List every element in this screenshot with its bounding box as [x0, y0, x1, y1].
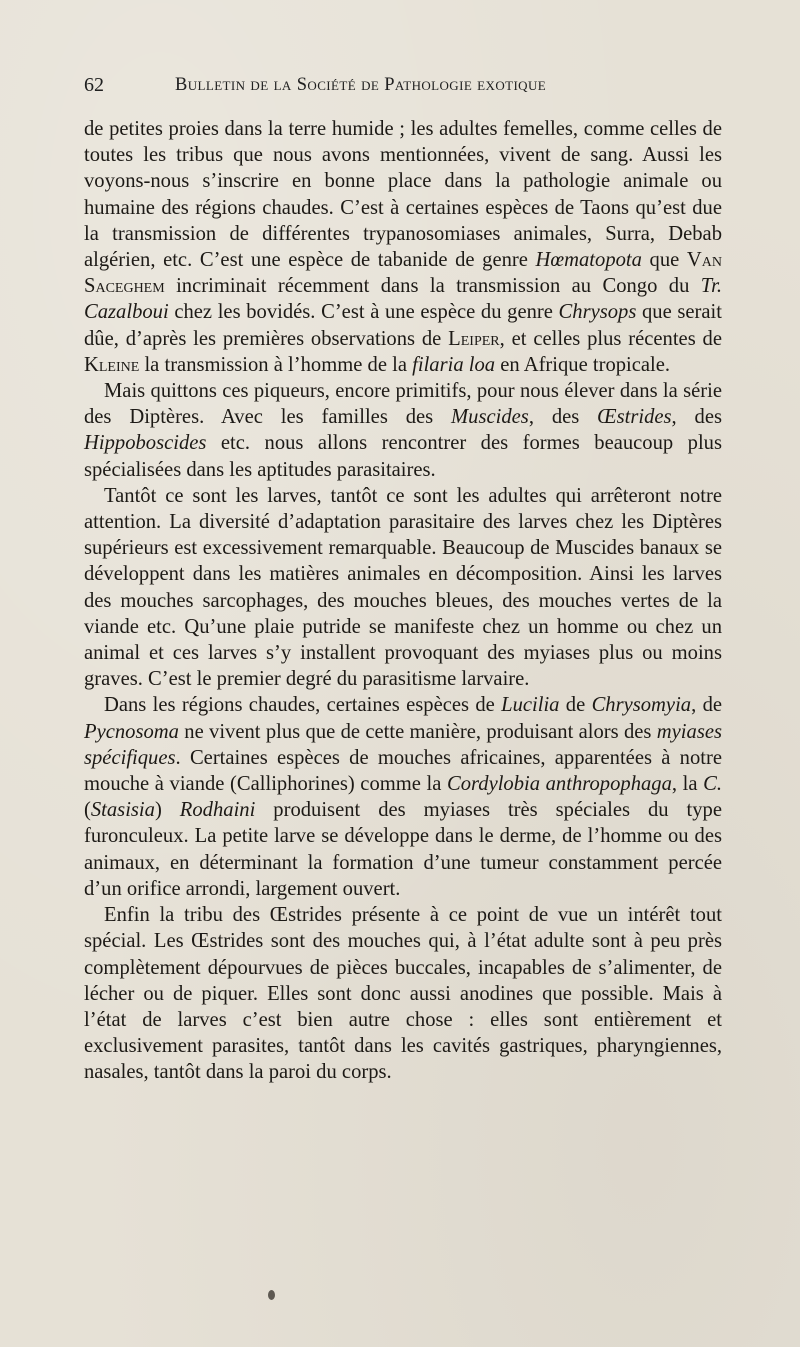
- text-segment: incriminait récemment dans la transmission au Congo du: [164, 275, 701, 298]
- italic-term: Lucilia: [501, 694, 560, 717]
- italic-term: C.: [703, 773, 722, 796]
- italic-term: Pycnosoma: [84, 720, 179, 743]
- author-name: Kleine: [84, 353, 140, 376]
- paragraph-2: [84, 378, 722, 483]
- italic-term: Cordylobia anthropophaga: [446, 773, 672, 796]
- paragraph-4: [84, 692, 722, 902]
- italic-term: Œstrides: [597, 406, 672, 429]
- paragraph-1: [84, 116, 722, 378]
- text-segment: ne vivent plus que de cette manière, produisant alors des: [178, 720, 657, 743]
- italic-term: Hippoboscides: [84, 432, 207, 455]
- text-segment: que: [641, 249, 687, 272]
- text-segment: de: [559, 694, 592, 717]
- text-segment: de petites proies dans la terre humide ; les adultes femelles, comme celles de toutes les tribus que nous avons mentionnées, vivent de sang. Aussi les voyons-nous s’inscrire en bonne place dans la pathologie animale ou humaine des régions chaudes. C’est à certaines espèces de Taons qu’est due la transmission de différentes trypanosomiases animales, Surra, Debab algérien, etc. C’est une espèce de tabanide de genre: [84, 118, 722, 272]
- author-name: Leiper: [448, 327, 500, 350]
- text-segment: Enfin la tribu des Œstrides présente à ce point de vue un intérêt tout spécial. Les Œstrides sont des mouches qui, à l’état adulte sont à peu près complètement dépourvues de pièces buccales, incapables de s’alimenter, de lécher ou de piquer. Elles sont donc aussi anodines que possible. Mais à l’état de larves c’est bien autre chose : elles sont entièrement et exclusivement parasites, tantôt dans les cavités gastriques, pharyngiennes, nasales, tantôt dans la paroi du corps.: [84, 904, 722, 1084]
- text-segment: , et celles plus récentes de: [499, 327, 722, 350]
- text-segment: , de: [691, 694, 723, 717]
- text-segment: . Certaines espèces de mouches africaines, apparentées à notre mouche à viande (Calliphorines) comme la: [84, 746, 722, 796]
- running-title: Bulletin de la Société de Pathologie exotique: [175, 74, 547, 95]
- text-segment: que serait dûe, d’après les premières observations de: [84, 301, 722, 350]
- page-number: 62: [84, 73, 104, 96]
- text-segment: Tantôt ce sont les larves, tantôt ce sont les adultes qui arrêteront notre attention. La diversité d’adaptation parasitaire des larves chez les Diptères supérieurs est excessivement remarquable. Beaucoup de Muscides banaux se développent dans les matières animales en décomposition. Ainsi les larves des mouches sarcophages, des mouches bleues, des mouches vertes de la viande etc. Qu’une plaie putride se manifeste chez un homme ou chez un animal et ces larves s’y installent provoquant des myiases plus ou moins graves. C’est le premier degré du parasitisme larvaire.: [84, 484, 722, 691]
- text-segment: (: [84, 799, 91, 822]
- text-segment: Mais quittons ces piqueurs, encore primitifs, pour nous élever dans la série des Diptères. Avec les familles des: [84, 380, 722, 429]
- italic-term: Stasisia: [90, 799, 155, 822]
- text-segment: , des: [528, 406, 598, 429]
- text-segment: Dans les régions chaudes, certaines espèces de: [104, 694, 502, 717]
- italic-term: myiases spécifiques: [84, 720, 722, 769]
- page-header: [84, 70, 720, 100]
- text-segment: , des: [671, 406, 722, 429]
- italic-term: Chrysops: [558, 301, 637, 324]
- italic-term: Tr. Cazalboui: [84, 275, 722, 324]
- paragraph-3: [84, 483, 722, 693]
- italic-term: Rodhaini: [179, 799, 256, 822]
- italic-term: Hœmatopota: [535, 249, 642, 272]
- text-segment: ): [154, 799, 180, 822]
- paragraph-5: [84, 902, 722, 1085]
- text-segment: chez les bovidés. C’est à une espèce du genre: [168, 301, 559, 324]
- body-text: [84, 116, 722, 1206]
- text-segment: produisent des myiases très spéciales du type furonculeux. La petite larve se développe dans le derme, de l’homme ou des animaux, en déterminant la formation d’une tumeur constamment percée d’un orifice arrondi, largement ouvert.: [84, 799, 722, 900]
- text-segment: , la: [671, 773, 704, 796]
- italic-term: filaria loa: [412, 353, 496, 376]
- text-segment: etc. nous allons rencontrer des formes beaucoup plus spécialisées dans les aptitudes parasitaires.: [84, 432, 722, 481]
- ink-speck: [268, 1290, 275, 1300]
- text-segment: la transmission à l’homme de la: [139, 353, 413, 376]
- text-segment: en Afrique tropicale.: [495, 353, 671, 376]
- italic-term: Chrysomyia: [591, 694, 692, 717]
- author-name: Van Saceghem: [84, 249, 722, 298]
- italic-term: Muscides: [451, 406, 529, 429]
